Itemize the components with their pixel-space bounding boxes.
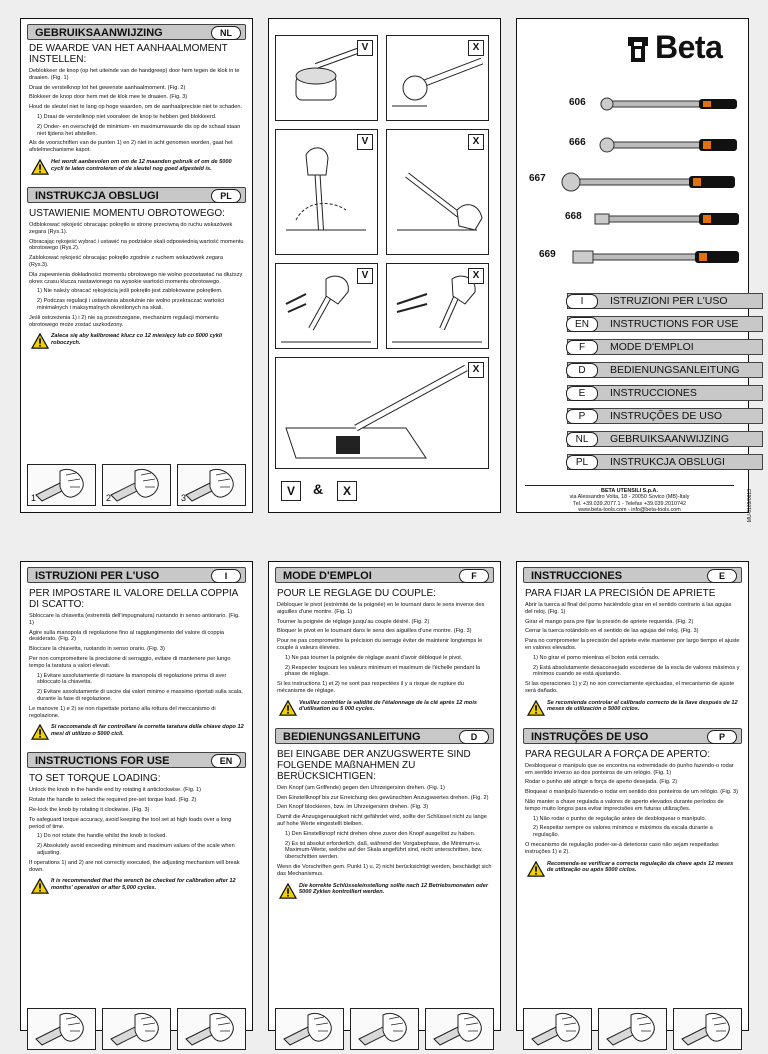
- company-info: [525, 485, 734, 514]
- pl-p1: Odblokować rękojeść obracając pokrętło w stronę przeciwną do ruchu wskazówek zegara (Rys.1).: [29, 221, 233, 235]
- hand-wrench-illustration: [276, 1009, 343, 1049]
- es-p3: Cerrar la tuerca rotándolo en el sentido de las agujas del reloj. (Fig. 3): [525, 628, 699, 635]
- section-title-en: TO SET TORQUE LOADING:: [29, 773, 161, 785]
- lang-item-en[interactable]: [567, 316, 763, 332]
- fig-wrong-angle: [386, 129, 489, 255]
- lang-badge-en: EN: [211, 754, 241, 768]
- fr-warning: Veuillez contrôler la validité de l'étalonnage de la clé après 12 mois d'utilisation ou 5 000 cycles.: [277, 700, 492, 716]
- es-p4: Para no comprometer la precisión del apriete evite mantener por largo tiempo el ajuste en valores elevados.: [525, 638, 740, 651]
- lang-label: INSTRUCCIONES: [610, 387, 697, 399]
- de-p3: Den Knopf blockieren, bzw. im Uhrzeigersinn drehen. (Fig. 3): [277, 804, 429, 811]
- fig-wrong-vise: [275, 357, 489, 469]
- model-668: 668: [565, 211, 582, 222]
- figure-2: [102, 1008, 171, 1050]
- fr-p4: Pour ne pas compromettre la précision du serrage éviter de maintenir longtemps le couple à valeurs élevées.: [277, 638, 483, 651]
- en-l1: 1) Do not rotate the handle whilst the knob is locked.: [37, 833, 167, 840]
- figure-1: [275, 1008, 344, 1050]
- section-header-pl: INSTRUKCJA OBSLUGI PL: [27, 187, 246, 203]
- pl-l2: 2) Podczas regulacji i ustawiania absolutnie nie wolno przekraczać wartości minimalnych i maksymalnych określonych na skali.: [37, 298, 225, 311]
- warning-icon: [31, 333, 49, 349]
- figure-1: [523, 1008, 592, 1050]
- it-l1: 1) Evitare assolutamente di ruotare la manopola di regolazione prima di aver sbloccato la chiavetta.: [37, 672, 227, 686]
- pl-p5: Jeśli ostrzeżenia 1) i 2) nie są przestrzegane, mechanizm regulacji momentu obrotowego może zostać uszkodzony.: [29, 314, 219, 328]
- lang-badge-pt: P: [707, 730, 737, 744]
- de-p4: Damit die Anzugsgenauigkeit nicht gefährdet wird, sollte der Schlüssel nicht zu lange auf hohe Werte eingestellt bleiben.: [277, 814, 487, 827]
- figure-legend: [281, 481, 361, 501]
- hand-wrench-illustration: [178, 465, 245, 505]
- fr-l1: 1) Ne pas tourner la poignée de réglage avant d'avoir débloqué le pivot.: [285, 654, 463, 661]
- de-l2: 2) Es ist absolut erforderlich, daß, während der Vorgabephase, die Minimum-u. Maximum-Werte, welche auf der Skala angeführt sind, nicht unterschritten, bzw. überschritten werden.: [285, 840, 483, 861]
- en-warning: It is recommended that the wrench be checked for calibration after 12 months' operation or after 5,000 cycles.: [29, 878, 244, 894]
- nl-p3: Blokkeer de knop door hem met de klok mee te draaien. (Fig. 3): [29, 94, 188, 101]
- ok-mark: V: [357, 40, 373, 56]
- lang-label: MODE D'EMPLOI: [610, 341, 694, 353]
- fr-l2: 2) Respecter toujours les valeurs minimum et maximum de l'échelle pendant la phase de réglage.: [285, 664, 481, 678]
- model-606: 606: [569, 97, 586, 108]
- section-header-de: BEDIENUNGSANLEITUNG D: [275, 728, 494, 744]
- hand-wrench-illustration: [674, 1009, 741, 1049]
- es-p5: Si las operaciones 1) y 2) no son correctamente ejectuadas, el mecanismo de ajuste será dañado.: [525, 681, 735, 694]
- en-p3: Re-lock the knob by rotating it clockwise. (Fig. 3): [29, 806, 150, 813]
- lang-code: I: [566, 294, 598, 309]
- figure-strip: [275, 1008, 494, 1050]
- lang-label: INSTRUKCJA OBSLUGI: [610, 456, 725, 468]
- warning-icon: [527, 700, 545, 716]
- vise-wrench-illustration: [276, 358, 488, 468]
- it-p4: Per non compromettere la precisione di serraggio, evitare di mantenere per lungo tempo la taratura a valori elevati.: [29, 655, 231, 669]
- en-p5: If operations 1) and 2) are not correctly executed, the adjusting mechanism will break down.: [29, 859, 240, 873]
- nl-l1: 1) Draai de verstelknop niet vooraleer de knop te hebben ged blokkeerd.: [37, 113, 217, 120]
- panel-nl-pl: [20, 18, 253, 513]
- lang-item-de[interactable]: [567, 362, 763, 378]
- pt-p1: Desbloquear o manípulo que se encontra na extremidade do punho fazendo-o rodar em sentido inverso ao dos ponteiros de um relógio. (Fig. 1): [525, 762, 734, 776]
- company-name: BETA UTENSILI S.p.A.: [601, 488, 658, 494]
- de-p5: Wenn die Vorschriften gem. Punkt 1) u. 2) nicht berücksichtigt werden, beschädigt sich das Mechanismus.: [277, 863, 492, 877]
- de-p2: Den Einstellknopf bis zur Erreichung des gewünschten Anzugswertes drehen. (Fig. 2): [277, 794, 489, 801]
- lang-code: PL: [566, 455, 598, 470]
- hand-wrench-illustration: [28, 1009, 95, 1049]
- fig-wrong-pull: [386, 263, 489, 349]
- en-p1: Unlock the knob in the handle end by rotating it anticlockwise. (Fig. 1): [29, 787, 201, 794]
- torque-wrench-668-icon: [593, 209, 743, 229]
- nl-warning: Het wordt aanbevolen om om de 12 maanden gebruik of om de 5000 cycli te laten controleren of de sleutel nog goed afgesteld is.: [29, 159, 244, 175]
- de-l1: 1) Den Einstellknopf nicht drehen ohne zuvor den Knopf ausgelöst zu haben.: [285, 830, 476, 837]
- section-header-fr: MODE D'EMPLOI F: [275, 567, 494, 583]
- pt-warning: Recomenda-se verificar a correcta regulação da chave após 12 meses de utilização ou após 5000 ciclos.: [525, 861, 740, 877]
- pt-l1: 1) Não rodar o punho de regulação antes de desbloquear o manípulo.: [533, 815, 707, 822]
- section-header-es: INSTRUCCIONES E: [523, 567, 742, 583]
- fig-correct-angle: [275, 129, 378, 255]
- pt-p4: Não manter a chave regulada a valores de aperto elevados durante períodos de tempo muito longos para evitar imprecisões em futuras utilizações.: [525, 798, 724, 812]
- nl-p5: Als de voorschriften van de punten 1) en 2) niet in acht genomen worden, gaat het afstelmechanisme kapot.: [29, 140, 233, 154]
- section-title-it: PER IMPOSTARE IL VALORE DELLA COPPIA DI SCATTO:: [29, 588, 238, 610]
- section-title-nl: DE WAARDE VAN HET AANHAALMOMENT INSTELLEN:: [29, 43, 228, 65]
- torque-wrench-669-icon: [571, 247, 741, 267]
- nl-p4: Houd de sleutel niet te lang op hoge waarden, om de aanhaalprecisie niet te schaden.: [29, 104, 243, 111]
- lang-badge-it: I: [211, 569, 241, 583]
- en-l2: 2) Absolutely avoid exceeding minimum and maximum values of the scale when adjusting.: [37, 843, 235, 856]
- hand-wrench-illustration: [28, 465, 95, 505]
- panel-it-en: [20, 561, 253, 1031]
- section-header-pt: INSTRUÇÕES DE USO P: [523, 728, 742, 744]
- lang-item-es[interactable]: [567, 385, 763, 401]
- figure-strip: [27, 1008, 246, 1050]
- figure-2: [598, 1008, 667, 1050]
- panel-figures: [268, 18, 501, 513]
- model-667: 667: [529, 173, 546, 184]
- lang-code: E: [566, 386, 598, 401]
- lang-label: INSTRUÇÕES DE USO: [610, 410, 723, 422]
- pl-warning: Zaleca się aby kalibrować klucz co 12 miesięcy lub co 5000 cykli roboczych.: [29, 333, 244, 349]
- model-666: 666: [569, 137, 586, 148]
- es-l2: 2) Está absolutamente desaconsejado excederse de la escla de valores máximos y mínimos cuando se está ajustando.: [533, 664, 740, 678]
- it-l2: 2) Evitare assolutamente di uscire dai valori minimo e massimo riportati sulla scala, durante la fase di regolazione.: [37, 689, 243, 702]
- fig-correct-socket: [275, 35, 378, 121]
- lang-badge-pl: PL: [211, 189, 241, 203]
- fr-p1: Débloquer le pivot (extrémité de la poignée) en le tournant dans le sens inverse des aiguilles d'une montre. (Fig. 1): [277, 602, 485, 615]
- torque-wrench-606-icon: [599, 95, 739, 113]
- brand-name: Beta: [655, 29, 723, 65]
- torque-wrench-666-icon: [599, 135, 739, 155]
- lang-badge-fr: F: [459, 569, 489, 583]
- warning-icon: [31, 724, 49, 740]
- legend-ok: V: [281, 481, 301, 501]
- pt-p3: Bloquear o manípulo fazendo-o rodar em sentido dos ponteiros de um relógio. (Fig. 3): [525, 789, 738, 796]
- section-title-de: BEI EINGABE DER ANZUGSWERTE SIND FOLGENDE MAßNAHMEN ZU BERÜCKSICHTIGEN:: [277, 748, 471, 782]
- model-669: 669: [539, 249, 556, 260]
- it-p3: Bloccare la chiavetta, ruotando in senso orario. (Fig. 3): [29, 646, 165, 653]
- section-title-pt: PARA REGULAR A FORÇA DE APERTO:: [525, 748, 711, 760]
- company-web[interactable]: www.beta-tools.com - info@beta-tools.com: [578, 507, 681, 514]
- es-p2: Girar el mango para pre fijar la presión de apriete requerida. (Fig. 2): [525, 618, 694, 625]
- figure-3: [673, 1008, 742, 1050]
- section-title-es: PARA FIJAR LA PRECISIÓN DE APRIETE: [525, 588, 716, 599]
- legend-and: &: [313, 481, 324, 497]
- es-l1: 1) No girar el pomo mientras el boton está cerrado.: [533, 654, 660, 661]
- en-p4: To safeguard torque accuracy, avoid keeping the tool set at high loads over a long period of time.: [29, 816, 232, 830]
- es-p1: Abrir la tuerca al final del pomo haciéndolo girar en el sentido contrario a las agujas del reloj. (Fig. 1): [525, 602, 732, 615]
- hand-wrench-illustration: [524, 1009, 591, 1049]
- fr-p5: Si les instructions 1) et 2) ne sont pas respectées il y a risque de rupture du mécanisme de réglage.: [277, 681, 464, 694]
- not-ok-mark: X: [468, 362, 484, 378]
- figure-1: 1: [27, 464, 96, 506]
- section-header-it: ISTRUZIONI PER L'USO I: [27, 567, 246, 583]
- document-code: MU-0169/0613: [747, 489, 753, 523]
- lang-badge-de: D: [459, 730, 489, 744]
- figure-strip: [27, 464, 246, 506]
- pt-l2: 2) Respeitar sempre os valores mínimos e máximos da escala durante a regulação.: [533, 825, 713, 839]
- fig-correct-pull: [275, 263, 378, 349]
- fr-p2: Tourner la poignée de réglage jusqu'au couple désiré. (Fig. 2): [277, 618, 430, 625]
- figure-3: 3: [177, 464, 246, 506]
- warning-icon: [31, 159, 49, 175]
- it-p1: Sbloccare la chiavetta (estremità dell'impugnatura) ruotando in senso antiorario. (Fig. 1): [29, 613, 240, 626]
- pl-p2: Obracając rękojeść wybrać i ustawić na podziałce skali odpowiednią wartość momentu obrotowego (Rys.2).: [29, 238, 244, 252]
- ok-mark: V: [357, 134, 373, 150]
- it-p5: Le manovre 1) e 2) se non rispettate portano alla rottura del meccanismo di regolazione.: [29, 705, 216, 719]
- lang-label: ISTRUZIONI PER L'USO: [610, 295, 728, 307]
- company-phone: Tel. +39.039.2077.1 - Telefax +39.039.2010742: [573, 500, 686, 507]
- panel-cover: [516, 18, 753, 523]
- figure-3: [425, 1008, 494, 1050]
- ok-mark: V: [357, 268, 373, 284]
- it-p2: Agire sulla manopola di regolazione fino al raggiungimento del valore di coppia desiderato. (Fig. 2): [29, 629, 224, 643]
- de-p1: Den Knopf (am Griffende) gegen den Uhrzeigersinn drehen. (Fig. 1): [277, 784, 445, 791]
- brand-logo: [623, 29, 747, 69]
- figure-2: 2: [102, 464, 171, 506]
- en-p2: Rotate the handle to select the required pre-set torque load. (Fig. 2): [29, 797, 197, 804]
- panel-fr-de: [268, 561, 501, 1031]
- pl-p3: Zablokować rękojeść obracając pokrętło zgodnie z ruchem wskazówek zegara (Rys.3).: [29, 255, 224, 268]
- lang-label: BEDIENUNGSANLEITUNG: [610, 364, 740, 376]
- warning-icon: [279, 700, 297, 716]
- lang-code: D: [566, 363, 598, 378]
- pl-p4: Dla zapewnienia dokładności momentu obrotowego nie wolno pozostawiać na dłuższy okres czasu klucza nastawionego na wysokie wartości momentu obrotowego.: [29, 271, 243, 285]
- hand-wrench-illustration: [178, 1009, 245, 1049]
- section-title-pl: USTAWIENIE MOMENTU OBROTOWEGO:: [29, 207, 225, 219]
- figure-strip: [523, 1008, 742, 1050]
- hand-wrench-illustration: [103, 1009, 170, 1049]
- lang-badge-es: E: [707, 569, 737, 583]
- pt-p5: O mecanismo de regulação poder-se-á deteriorar caso não sejam respeitadas instruções 1) e 2).: [525, 841, 719, 855]
- lang-item-fr[interactable]: [567, 339, 763, 355]
- figure-1: [27, 1008, 96, 1050]
- hand-wrench-illustration: [599, 1009, 666, 1049]
- nl-p2: Draai de verstelknop tot het gewenste aanhaalmoment. (Fig. 2): [29, 84, 186, 91]
- lang-code: EN: [566, 317, 598, 332]
- lang-item-pl[interactable]: [567, 454, 763, 470]
- lang-code: F: [566, 340, 598, 355]
- hand-wrench-illustration: [351, 1009, 418, 1049]
- hand-wrench-illustration: [426, 1009, 493, 1049]
- warning-icon: [527, 861, 545, 877]
- section-header-en: INSTRUCTIONS FOR USE EN: [27, 752, 246, 768]
- lang-item-nl[interactable]: [567, 431, 763, 447]
- fig-wrong-socket: [386, 35, 489, 121]
- it-warning: Si raccomanda di far controllare la corretta taratura della chiave dopo 12 mesi di utilizzo o 5000 cicli.: [29, 724, 244, 740]
- not-ok-mark: X: [468, 40, 484, 56]
- lang-badge-nl: NL: [211, 26, 241, 40]
- pt-p2: Rodar o punho até atingir a força de aperto desejada. (Fig. 2): [525, 779, 678, 786]
- nl-p1: Deblokkeer de knop (op het uiteinde van de handgreep) door hem tegen de klok in te draaien. (Fig. 1): [29, 68, 240, 81]
- nl-l2: 2) Onder- en overschrijd de minimum- en maximumwaarde dis op de schaal staan niet tijdens het afstellen.: [37, 123, 241, 137]
- torque-wrench-667-icon: [559, 171, 739, 193]
- lang-code: P: [566, 409, 598, 424]
- es-warning: Se recomienda controlar el calibrado correcto de la llave después de 12 meses de utilización o 5000 ciclos.: [525, 700, 740, 716]
- legend-no: X: [337, 481, 357, 501]
- fr-p3: Bloquer le pivot en le tournant dans le sens des aiguilles d'une montre. (Fig. 3): [277, 628, 472, 635]
- figure-3: [177, 1008, 246, 1050]
- section-header-nl: GEBRUIKSAANWIJZING NL: [27, 24, 246, 40]
- warning-icon: [31, 878, 49, 894]
- panel-es-pt: [516, 561, 749, 1031]
- not-ok-mark: X: [468, 268, 484, 284]
- pl-l1: 1) Nie należy obracać rękojeścią jeśli pokrętło jest zablokowane pokrętłem.: [37, 288, 223, 295]
- lang-code: NL: [566, 432, 598, 447]
- hand-wrench-illustration: [103, 465, 170, 505]
- company-address: via Alessandro Volta, 18 - 20050 Sovico (MB)-Italy: [569, 494, 690, 501]
- lang-item-it[interactable]: [567, 293, 763, 309]
- de-warning: Die korrekte Schlüsseleinstellung sollte nach 12 Betriebsmonaten oder 5000 Zyklen kontrolliert werden.: [277, 883, 492, 899]
- lang-label: INSTRUCTIONS FOR USE: [610, 318, 739, 330]
- not-ok-mark: X: [468, 134, 484, 150]
- section-title-fr: POUR LE REGLAGE DU COUPLE:: [277, 588, 436, 599]
- warning-icon: [279, 883, 297, 899]
- beta-logo-icon: [623, 34, 653, 64]
- lang-label: GEBRUIKSAANWIJZING: [610, 433, 730, 445]
- figure-2: [350, 1008, 419, 1050]
- lang-item-pt[interactable]: [567, 408, 763, 424]
